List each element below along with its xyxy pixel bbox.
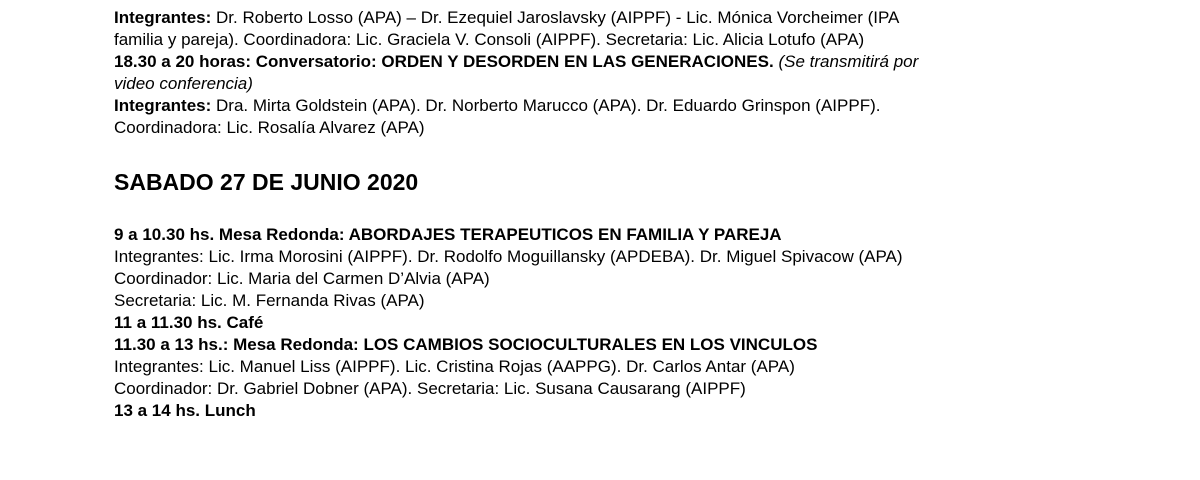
day-heading: SABADO 27 DE JUNIO 2020 xyxy=(114,169,419,195)
break-title: 11 a 11.30 hs. Café xyxy=(114,313,264,332)
session-title: 9 a 10.30 hs. Mesa Redonda: ABORDAJES TERAPEUTICOS EN FAMILIA Y PAREJA xyxy=(114,225,782,244)
participants-text: Dra. Mirta Goldstein (APA). Dr. Norberto Marucco (APA). Dr. Eduardo Grinspon (AIPPF). xyxy=(211,96,881,115)
session-title-line xyxy=(114,51,1114,73)
participants-line: Integrantes: Lic. Irma Morosini (AIPPF). Dr. Rodolfo Moguillansky (APDEBA). Dr. Miguel Spivacow (APA) xyxy=(114,247,903,266)
session-note-continued: video conferencia) xyxy=(114,74,253,93)
participants-line xyxy=(114,95,1114,117)
participants-line: Integrantes: Lic. Manuel Liss (AIPPF). Lic. Cristina Rojas (AAPPG). Dr. Carlos Antar (APA) xyxy=(114,357,795,376)
secretary-line: Secretaria: Lic. M. Fernanda Rivas (APA) xyxy=(114,291,425,310)
participants-text: Dr. Roberto Losso (APA) – Dr. Ezequiel Jaroslavsky (AIPPF) - Lic. Mónica Vorcheimer (IPA xyxy=(211,8,900,27)
participants-line xyxy=(114,7,1114,29)
participants-label: Integrantes: xyxy=(114,8,212,27)
session-title: 11.30 a 13 hs.: Mesa Redonda: LOS CAMBIOS SOCIOCULTURALES EN LOS VINCULOS xyxy=(114,335,818,354)
coordinator-line: Coordinador: Dr. Gabriel Dobner (APA). Secretaria: Lic. Susana Causarang (AIPPF) xyxy=(114,379,746,398)
coordinator-line: Coordinadora: Lic. Rosalía Alvarez (APA) xyxy=(114,118,425,137)
participants-label: Integrantes: xyxy=(114,96,212,115)
participants-line-continued: familia y pareja). Coordinadora: Lic. Graciela V. Consoli (AIPPF). Secretaria: Lic. Alicia Lotufo (APA) xyxy=(114,30,865,49)
session-note: (Se transmitirá por xyxy=(773,52,919,71)
program-content xyxy=(114,7,1114,422)
lunch-title: 13 a 14 hs. Lunch xyxy=(114,401,256,420)
session-title: 18.30 a 20 horas: Conversatorio: ORDEN Y DESORDEN EN LAS GENERACIONES. xyxy=(114,52,774,71)
coordinator-line: Coordinador: Lic. Maria del Carmen D’Alvia (APA) xyxy=(114,269,490,288)
